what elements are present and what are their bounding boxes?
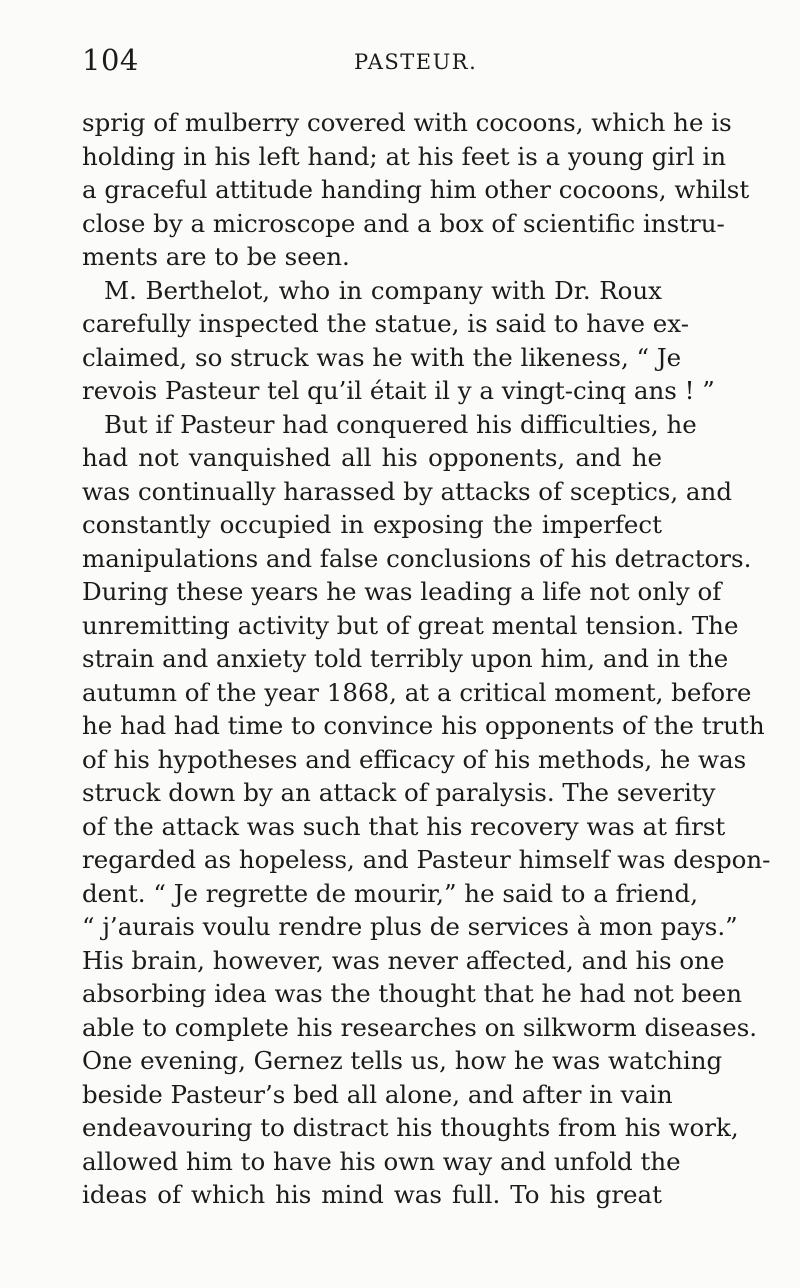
text-line: “ j’aurais voulu rendre plus de services à mon pays.” bbox=[82, 912, 738, 941]
text-line: His brain, however, was never affected, and his one bbox=[82, 945, 725, 975]
text-line: ideas of which his mind was full. To his great bbox=[82, 1180, 662, 1209]
paragraph bbox=[82, 106, 750, 274]
text-line: unremitting activity but of great mental tension. The bbox=[82, 610, 739, 640]
text-line: endeavouring to distract his thoughts from his work, bbox=[82, 1113, 739, 1142]
text-line: of the attack was such that his recovery was at first bbox=[82, 811, 726, 841]
text-line: sprig of mulberry covered with cocoons, which he is bbox=[82, 108, 732, 137]
text-line: revois Pasteur tel qu’il était il y a vingt-cinq ans ! ” bbox=[82, 376, 715, 405]
text-line: allowed him to have his own way and unfold the bbox=[82, 1146, 681, 1176]
text-line: One evening, Gernez tells us, how he was watching bbox=[82, 1046, 723, 1075]
text-line: autumn of the year 1868, at a critical moment, before bbox=[82, 677, 752, 707]
text-line: a graceful attitude handing him other cocoons, whilst bbox=[82, 175, 750, 204]
text-line: struck down by an attack of paralysis. The severity bbox=[82, 778, 716, 807]
paragraph bbox=[82, 408, 771, 1212]
text-line: was continually harassed by attacks of sceptics, and bbox=[82, 476, 733, 506]
text-line: regarded as hopeless, and Pasteur himself was despon- bbox=[82, 845, 771, 874]
text-line: dent. “ Je regrette de mourir,” he said to a friend, bbox=[82, 878, 698, 908]
text-line: manipulations and false conclusions of his detractors. bbox=[82, 543, 752, 573]
text-line: M. Berthelot, who in company with Dr. Roux bbox=[104, 275, 662, 305]
text-line: of his hypotheses and efficacy of his methods, he was bbox=[82, 744, 747, 774]
running-title: PASTEUR. bbox=[354, 50, 478, 74]
paragraph bbox=[82, 274, 715, 408]
body-text bbox=[82, 106, 771, 1212]
text-line: During these years he was leading a life not only of bbox=[82, 577, 722, 606]
text-line: holding in his left hand; at his feet is a young girl in bbox=[82, 141, 727, 171]
text-line: ments are to be seen. bbox=[82, 242, 350, 271]
text-line: he had had time to convince his opponents of the truth bbox=[82, 711, 765, 740]
text-line: beside Pasteur’s bed all alone, and after in vain bbox=[82, 1079, 673, 1109]
text-line: claimed, so struck was he with the likeness, “ Je bbox=[82, 342, 682, 372]
text-line: carefully inspected the statue, is said to have ex- bbox=[82, 309, 689, 338]
text-line: able to complete his researches on silkworm diseases. bbox=[82, 1012, 758, 1042]
text-line: close by a microscope and a box of scientific instru- bbox=[82, 208, 725, 238]
running-head bbox=[82, 40, 662, 80]
text-line: constantly occupied in exposing the imperfect bbox=[82, 510, 662, 539]
text-line: But if Pasteur had conquered his difficulties, he bbox=[104, 409, 697, 439]
text-line: had not vanquished all his opponents, and he bbox=[82, 443, 662, 472]
text-line: strain and anxiety told terribly upon him, and in the bbox=[82, 644, 729, 673]
page-number: 104 bbox=[82, 43, 139, 77]
text-line: absorbing idea was the thought that he had not been bbox=[82, 979, 743, 1008]
